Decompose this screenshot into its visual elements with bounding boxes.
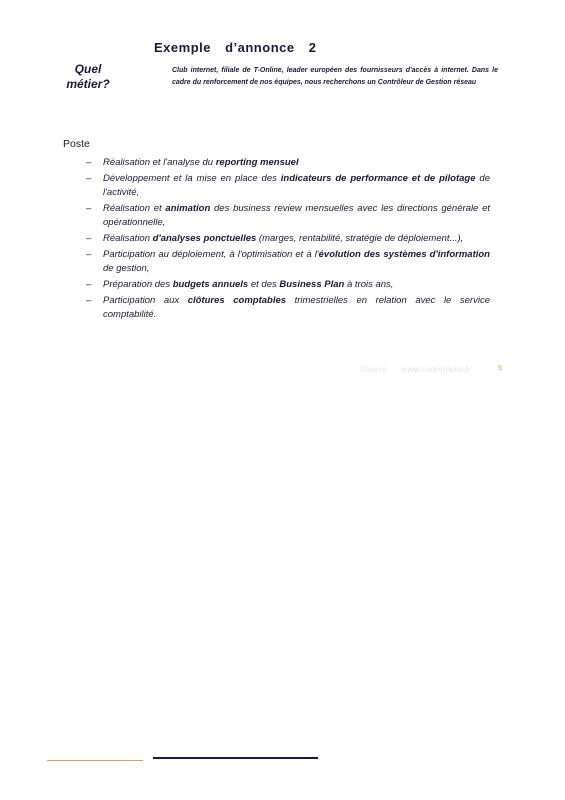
page-number: 5: [498, 365, 502, 372]
bullet-dash: –: [86, 295, 92, 306]
source-credit: Source www.cadremploi.fr: [360, 364, 471, 374]
question-line-1: Quel: [74, 62, 102, 76]
bullet-dash: –: [86, 233, 92, 244]
list-item: – Préparation des budgets annuels et des Business Plan à trois ans,: [86, 279, 394, 290]
list-item: – Participation aux clôtures comptables trimestrielles en relation avec le service comptabilité.: [86, 295, 490, 320]
footer-rule-navy: [153, 757, 318, 759]
bullet-dash: –: [86, 249, 92, 260]
bullet-dash: –: [86, 203, 92, 214]
list-item: – Participation au déploiement, à l'optimisation et à l'évolution des systèmes d'information de gestion,: [86, 249, 490, 274]
bullet-dash: –: [86, 157, 92, 168]
company-intro: Club internet, filiale de T-Online, leader européen des fournisseurs d'accès à internet. Dans le cadre du renforcement de nos équipes, nous recherchons un Contrôleur de Gestion réseau: [172, 67, 498, 86]
section-label-poste: Poste: [63, 138, 90, 150]
bullet-dash: –: [86, 279, 92, 290]
footer-rule-orange: [47, 760, 143, 761]
list-item: – Réalisation et animation des business review mensuelles avec les directions générale et opérationnelle,: [86, 203, 490, 228]
bullet-dash: –: [86, 173, 92, 184]
question-line-2: métier?: [66, 77, 110, 91]
job-duties-list: [86, 156, 490, 324]
page-title: Exemple d’annonce 2: [154, 40, 317, 55]
question-heading: [60, 62, 116, 92]
list-item: – Réalisation et l'analyse du reporting mensuel: [86, 157, 299, 168]
list-item: – Développement et la mise en place des indicateurs de performance et de pilotage de l'activité,: [86, 173, 490, 198]
list-item: – Réalisation d'analyses ponctuelles (marges, rentabilité, stratégie de déploiement...),: [86, 233, 464, 244]
